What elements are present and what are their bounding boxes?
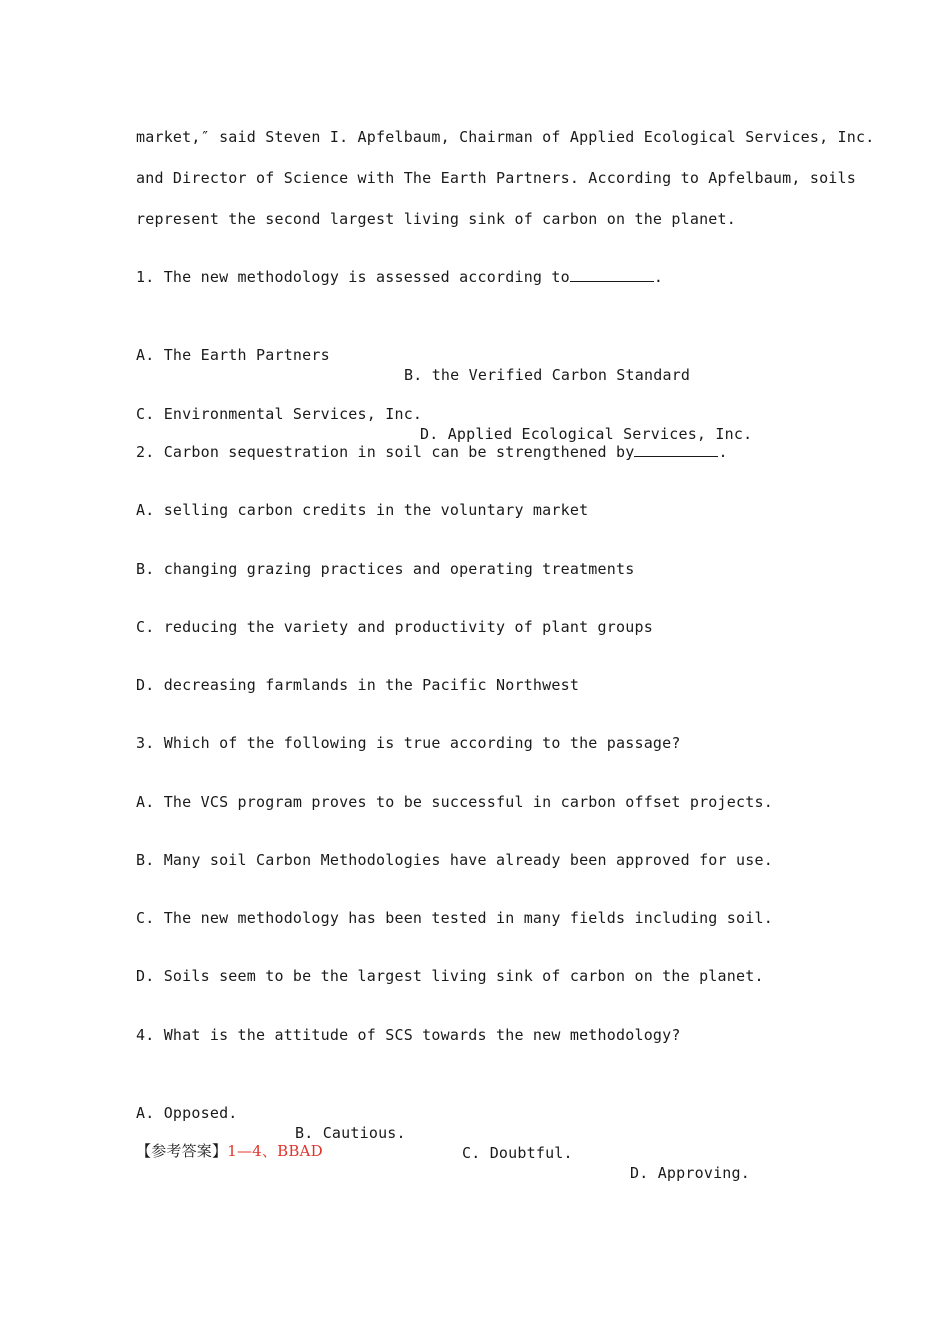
question-4-option-d: D. Approving. [630, 1164, 750, 1182]
question-1-option-d: D. Applied Ecological Services, Inc. [420, 425, 753, 443]
passage-line-2: and Director of Science with The Earth Partners. According to Apfelbaum, soils [136, 169, 856, 187]
question-4-stem: 4. What is the attitude of SCS towards the new methodology? [136, 1026, 681, 1044]
reference-answer [136, 1141, 323, 1161]
question-3-stem: 3. Which of the following is true according to the passage? [136, 734, 681, 752]
answer-blank [570, 267, 654, 282]
question-1-stem [136, 267, 663, 287]
question-1-option-b: B. the Verified Carbon Standard [404, 366, 691, 384]
question-3-option-b: B. Many soil Carbon Methodologies have already been approved for use. [136, 851, 773, 869]
question-2-stem [136, 442, 728, 462]
question-4-option-b: B. Cautious. [295, 1124, 406, 1142]
passage-line-1: market,″ said Steven I. Apfelbaum, Chairman of Applied Ecological Services, Inc. [136, 128, 875, 146]
question-1-text: 1. The new methodology is assessed according to [136, 268, 570, 286]
reference-answer-value: 1—4、BBAD [227, 1142, 323, 1160]
answer-blank [634, 442, 718, 457]
question-3-option-c: C. The new methodology has been tested in many fields including soil. [136, 909, 773, 927]
question-3-option-a: A. The VCS program proves to be successful in carbon offset projects. [136, 793, 773, 811]
question-2-option-b: B. changing grazing practices and operating treatments [136, 560, 635, 578]
reference-answer-label: 【参考答案】 [136, 1142, 228, 1160]
passage-line-3: represent the second largest living sink of carbon on the planet. [136, 210, 736, 228]
question-1-end: . [653, 268, 664, 286]
question-3-option-d: D. Soils seem to be the largest living sink of carbon on the planet. [136, 967, 764, 985]
question-2-text: 2. Carbon sequestration in soil can be strengthened by [136, 443, 635, 461]
question-2-option-a: A. selling carbon credits in the voluntary market [136, 501, 589, 519]
question-4-option-c: C. Doubtful. [462, 1144, 573, 1162]
question-4-option-a: A. Opposed. [136, 1104, 238, 1122]
question-1-option-a: A. The Earth Partners [136, 346, 330, 364]
question-1-option-c: C. Environmental Services, Inc. [136, 405, 423, 423]
question-2-end: . [718, 443, 728, 461]
question-2-option-c: C. reducing the variety and productivity of plant groups [136, 618, 653, 636]
question-2-option-d: D. decreasing farmlands in the Pacific Northwest [136, 676, 580, 694]
